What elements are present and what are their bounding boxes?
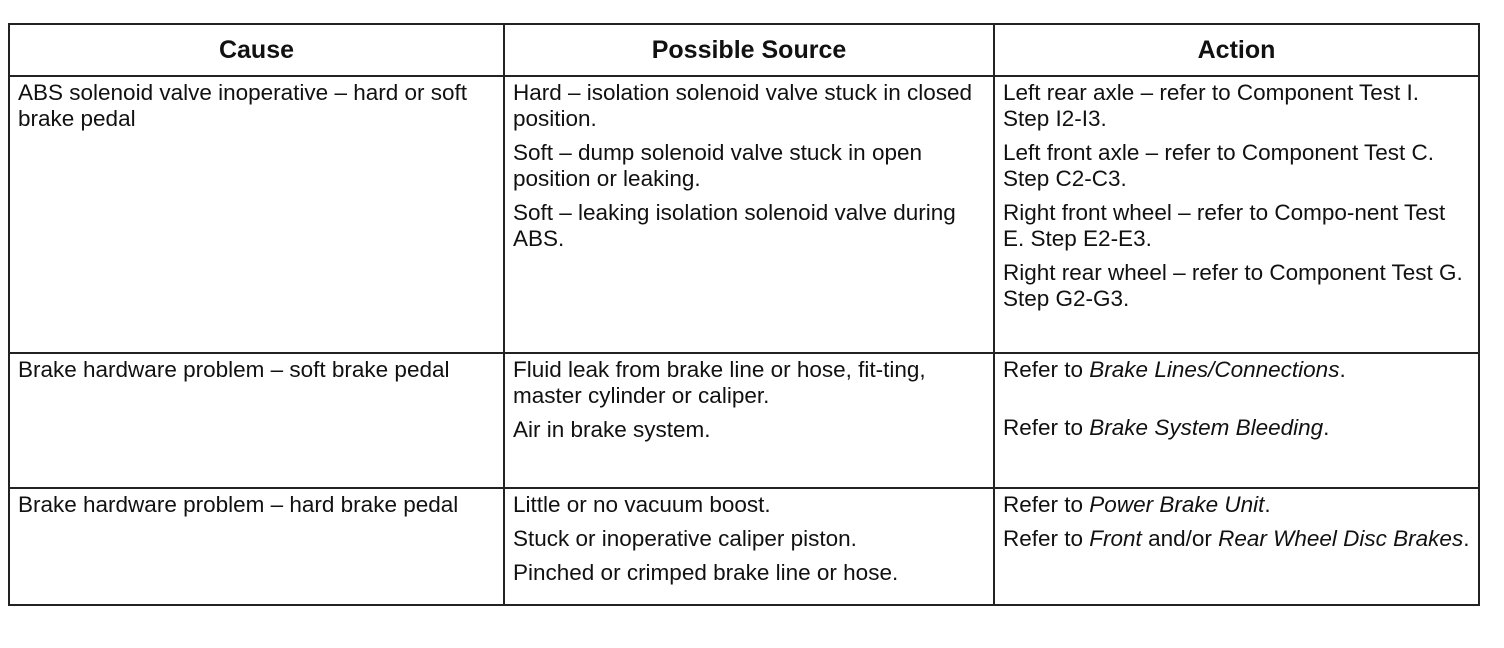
- cause-cell: [9, 488, 504, 605]
- action-suffix: .: [1463, 526, 1470, 551]
- action-prefix: Refer to: [1003, 357, 1090, 382]
- action-item: Left front axle – refer to Component Test C. Step C2-C3.: [1003, 140, 1435, 191]
- action-item: [1003, 526, 1470, 552]
- action-suffix: .: [1339, 357, 1346, 382]
- action-item: [1003, 492, 1470, 518]
- source-cell: [504, 353, 994, 488]
- action-prefix: Refer to: [1003, 415, 1090, 440]
- cause-text: Brake hardware problem – hard brake pedal: [18, 492, 459, 517]
- source-cell: [504, 488, 994, 605]
- action-item: [1003, 357, 1470, 383]
- action-item: Right rear wheel – refer to Component Test G. Step G2-G3.: [1003, 260, 1463, 311]
- reference-link-front: Front: [1089, 526, 1142, 551]
- header-cause: Cause: [9, 24, 504, 76]
- cause-text: ABS solenoid valve inoperative – hard or soft brake pedal: [18, 80, 468, 131]
- table-row: [9, 353, 1479, 488]
- cause-cell: [9, 76, 504, 353]
- diagnosis-table: [8, 23, 1480, 606]
- reference-link-rear-wheel-disc: Rear Wheel Disc Brakes: [1218, 526, 1464, 551]
- source-cell: [504, 76, 994, 353]
- diagnosis-table-container: [8, 23, 1478, 606]
- source-item: Stuck or inoperative caliper piston.: [513, 526, 857, 551]
- cause-text: Brake hardware problem – soft brake pedal: [18, 357, 450, 382]
- reference-link-power-brake: Power Brake Unit: [1089, 492, 1265, 517]
- source-item: Pinched or crimped brake line or hose.: [513, 560, 899, 585]
- action-cell: [994, 353, 1479, 488]
- table-row: [9, 488, 1479, 605]
- action-prefix: Refer to: [1003, 492, 1090, 517]
- action-item: Right front wheel – refer to Compo-nent Test E. Step E2-E3.: [1003, 200, 1446, 251]
- action-cell: [994, 76, 1479, 353]
- reference-link-brake-bleeding: Brake System Bleeding: [1089, 415, 1324, 440]
- action-suffix: .: [1264, 492, 1271, 517]
- cause-cell: [9, 353, 504, 488]
- header-possible-source: Possible Source: [504, 24, 994, 76]
- action-prefix: Refer to: [1003, 526, 1090, 551]
- reference-link-brake-lines: Brake Lines/Connections: [1089, 357, 1340, 382]
- source-item: Hard – isolation solenoid valve stuck in closed position.: [513, 80, 972, 131]
- source-item: Little or no vacuum boost.: [513, 492, 771, 517]
- action-cell: [994, 488, 1479, 605]
- table-row: [9, 76, 1479, 353]
- action-item: Left rear axle – refer to Component Test I. Step I2-I3.: [1003, 80, 1420, 131]
- action-suffix: .: [1323, 415, 1330, 440]
- table-header-row: [9, 24, 1479, 76]
- action-item: [1003, 415, 1470, 441]
- source-item: Soft – dump solenoid valve stuck in open position or leaking.: [513, 140, 922, 191]
- source-item: Soft – leaking isolation solenoid valve during ABS.: [513, 200, 956, 251]
- source-item: Air in brake system.: [513, 417, 711, 442]
- action-middle: and/or: [1141, 526, 1219, 551]
- header-action: Action: [994, 24, 1479, 76]
- source-item: Fluid leak from brake line or hose, fit-ting, master cylinder or caliper.: [513, 357, 926, 408]
